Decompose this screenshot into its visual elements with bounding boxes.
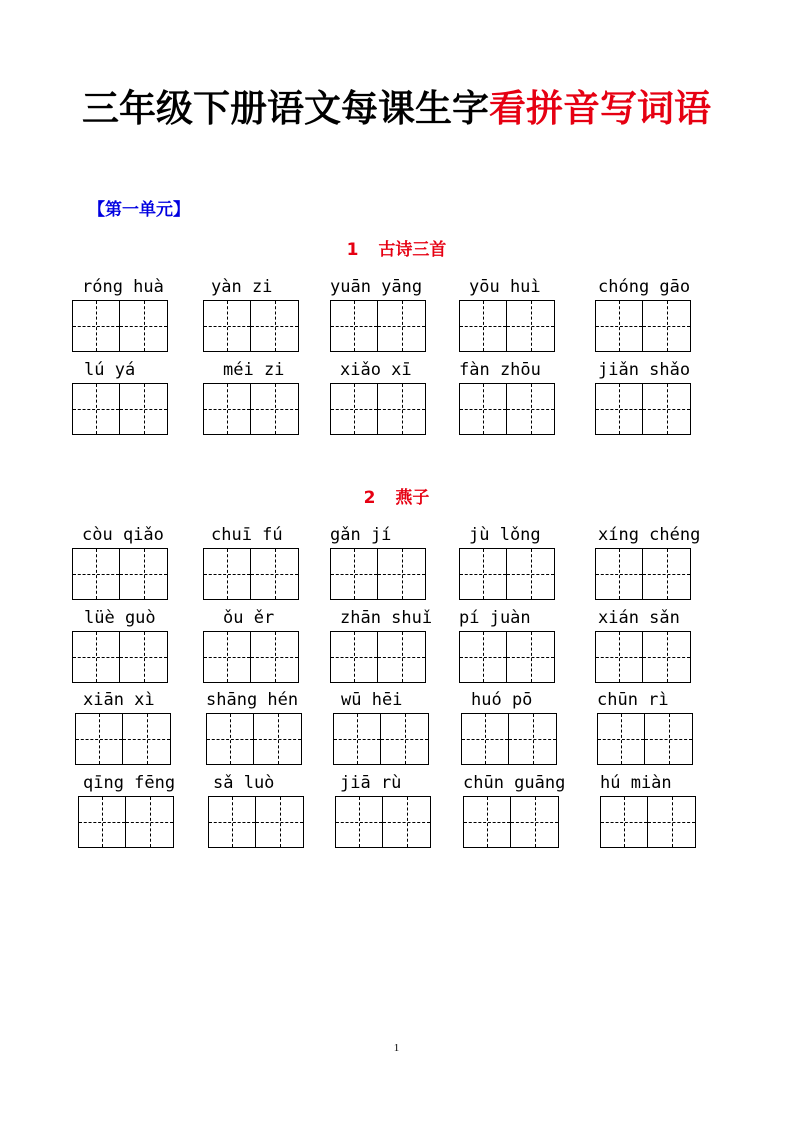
writing-box[interactable] bbox=[461, 713, 557, 765]
pinyin-label: xiǎo xī bbox=[340, 360, 412, 380]
tian-grid-cell[interactable] bbox=[203, 300, 251, 352]
tian-grid-cell[interactable] bbox=[256, 796, 304, 848]
pinyin-label: jù lǒng bbox=[469, 525, 541, 545]
pinyin-label: pí juàn bbox=[459, 608, 531, 628]
pinyin-label: jiā rù bbox=[340, 773, 402, 793]
tian-grid-cell[interactable] bbox=[507, 631, 555, 683]
tian-grid-cell[interactable] bbox=[123, 713, 171, 765]
writing-box[interactable] bbox=[75, 713, 171, 765]
writing-box[interactable] bbox=[459, 300, 555, 352]
tian-grid-cell[interactable] bbox=[507, 383, 555, 435]
writing-box[interactable] bbox=[459, 631, 555, 683]
writing-box[interactable] bbox=[330, 383, 426, 435]
pinyin-label: chūn rì bbox=[597, 690, 669, 710]
pinyin-label: lüè guò bbox=[84, 608, 156, 628]
tian-grid-cell[interactable] bbox=[251, 548, 299, 600]
unit-heading: 【第一单元】 bbox=[88, 200, 190, 220]
tian-grid-cell[interactable] bbox=[120, 383, 168, 435]
tian-grid-cell[interactable] bbox=[72, 631, 120, 683]
pinyin-label: chóng gāo bbox=[598, 277, 691, 297]
tian-grid-cell[interactable] bbox=[597, 713, 645, 765]
tian-grid-cell[interactable] bbox=[595, 383, 643, 435]
tian-grid-cell[interactable] bbox=[120, 300, 168, 352]
pinyin-label: fàn zhōu bbox=[459, 360, 541, 380]
tian-grid-cell[interactable] bbox=[509, 713, 557, 765]
writing-box[interactable] bbox=[595, 631, 691, 683]
tian-grid-cell[interactable] bbox=[72, 383, 120, 435]
tian-grid-cell[interactable] bbox=[459, 631, 507, 683]
tian-grid-cell[interactable] bbox=[507, 300, 555, 352]
tian-grid-cell[interactable] bbox=[120, 631, 168, 683]
tian-grid-cell[interactable] bbox=[643, 548, 691, 600]
lesson-name: 燕子 bbox=[395, 488, 430, 508]
title-highlight: 看拼音写词语 bbox=[489, 86, 711, 130]
tian-grid-cell[interactable] bbox=[330, 300, 378, 352]
tian-grid-cell[interactable] bbox=[378, 631, 426, 683]
pinyin-label: sǎ luò bbox=[213, 773, 275, 793]
pinyin-label: shāng hén bbox=[206, 690, 299, 710]
tian-grid-cell[interactable] bbox=[383, 796, 431, 848]
tian-grid-cell[interactable] bbox=[75, 713, 123, 765]
writing-box[interactable] bbox=[72, 383, 168, 435]
tian-grid-cell[interactable] bbox=[251, 300, 299, 352]
writing-box[interactable] bbox=[203, 548, 299, 600]
tian-grid-cell[interactable] bbox=[330, 383, 378, 435]
tian-grid-cell[interactable] bbox=[72, 300, 120, 352]
tian-grid-cell[interactable] bbox=[126, 796, 174, 848]
tian-grid-cell[interactable] bbox=[203, 548, 251, 600]
tian-grid-cell[interactable] bbox=[648, 796, 696, 848]
tian-grid-cell[interactable] bbox=[378, 548, 426, 600]
pinyin-label: ǒu ěr bbox=[223, 608, 275, 628]
tian-grid-cell[interactable] bbox=[459, 548, 507, 600]
tian-grid-cell[interactable] bbox=[206, 713, 254, 765]
tian-grid-cell[interactable] bbox=[251, 383, 299, 435]
pinyin-label: chuī fú bbox=[211, 525, 283, 545]
writing-box[interactable] bbox=[463, 796, 559, 848]
writing-box[interactable] bbox=[595, 300, 691, 352]
pinyin-label: zhān shuǐ bbox=[340, 608, 433, 628]
writing-box[interactable] bbox=[595, 548, 691, 600]
lesson-heading-2 bbox=[0, 483, 793, 508]
pinyin-label: xián sǎn bbox=[598, 608, 680, 628]
tian-grid-cell[interactable] bbox=[78, 796, 126, 848]
writing-box[interactable] bbox=[333, 713, 429, 765]
writing-box[interactable] bbox=[330, 631, 426, 683]
tian-grid-cell[interactable] bbox=[251, 631, 299, 683]
tian-grid-cell[interactable] bbox=[600, 796, 648, 848]
tian-grid-cell[interactable] bbox=[459, 300, 507, 352]
lesson-number: 2 bbox=[363, 488, 376, 508]
lesson-number: 1 bbox=[346, 240, 359, 260]
pinyin-label: huó pō bbox=[471, 690, 533, 710]
pinyin-label: yuān yāng bbox=[330, 277, 423, 297]
writing-box[interactable] bbox=[203, 631, 299, 683]
tian-grid-cell[interactable] bbox=[595, 300, 643, 352]
tian-grid-cell[interactable] bbox=[203, 383, 251, 435]
tian-grid-cell[interactable] bbox=[511, 796, 559, 848]
tian-grid-cell[interactable] bbox=[463, 796, 511, 848]
tian-grid-cell[interactable] bbox=[330, 548, 378, 600]
page-title bbox=[0, 78, 793, 132]
title-main: 三年级下册语文每课生字 bbox=[82, 86, 489, 130]
pinyin-label: chūn guāng bbox=[463, 773, 566, 793]
tian-grid-cell[interactable] bbox=[378, 300, 426, 352]
tian-grid-cell[interactable] bbox=[330, 631, 378, 683]
pinyin-label: xíng chéng bbox=[598, 525, 701, 545]
writing-box[interactable] bbox=[72, 548, 168, 600]
tian-grid-cell[interactable] bbox=[595, 631, 643, 683]
pinyin-label: hú miàn bbox=[600, 773, 672, 793]
pinyin-label: wū hēi bbox=[341, 690, 403, 710]
writing-box[interactable] bbox=[330, 548, 426, 600]
tian-grid-cell[interactable] bbox=[254, 713, 302, 765]
writing-box[interactable] bbox=[600, 796, 696, 848]
tian-grid-cell[interactable] bbox=[378, 383, 426, 435]
tian-grid-cell[interactable] bbox=[595, 548, 643, 600]
page-number: 1 bbox=[393, 1042, 400, 1054]
tian-grid-cell[interactable] bbox=[203, 631, 251, 683]
pinyin-label: yàn zi bbox=[211, 277, 273, 297]
pinyin-label: lú yá bbox=[84, 360, 136, 380]
tian-grid-cell[interactable] bbox=[208, 796, 256, 848]
pinyin-label: jiǎn shǎo bbox=[598, 360, 691, 380]
writing-box[interactable] bbox=[459, 548, 555, 600]
tian-grid-cell[interactable] bbox=[459, 383, 507, 435]
pinyin-label: còu qiǎo bbox=[82, 525, 164, 545]
tian-grid-cell[interactable] bbox=[507, 548, 555, 600]
writing-box[interactable] bbox=[208, 796, 304, 848]
pinyin-label: méi zi bbox=[223, 360, 285, 380]
tian-grid-cell[interactable] bbox=[461, 713, 509, 765]
tian-grid-cell[interactable] bbox=[643, 300, 691, 352]
writing-box[interactable] bbox=[595, 383, 691, 435]
pinyin-label: yōu huì bbox=[469, 277, 541, 297]
pinyin-label: gǎn jí bbox=[330, 525, 392, 545]
tian-grid-cell[interactable] bbox=[335, 796, 383, 848]
tian-grid-cell[interactable] bbox=[72, 548, 120, 600]
pinyin-label: róng huà bbox=[82, 277, 164, 297]
lesson-heading-1 bbox=[0, 235, 793, 260]
tian-grid-cell[interactable] bbox=[645, 713, 693, 765]
pinyin-label: xiān xì bbox=[83, 690, 155, 710]
writing-box[interactable] bbox=[203, 383, 299, 435]
tian-grid-cell[interactable] bbox=[643, 383, 691, 435]
writing-box[interactable] bbox=[203, 300, 299, 352]
tian-grid-cell[interactable] bbox=[120, 548, 168, 600]
writing-box[interactable] bbox=[597, 713, 693, 765]
writing-box[interactable] bbox=[459, 383, 555, 435]
tian-grid-cell[interactable] bbox=[643, 631, 691, 683]
writing-box[interactable] bbox=[72, 300, 168, 352]
tian-grid-cell[interactable] bbox=[381, 713, 429, 765]
writing-box[interactable] bbox=[206, 713, 302, 765]
pinyin-label: qīng fēng bbox=[83, 773, 176, 793]
writing-box[interactable] bbox=[330, 300, 426, 352]
writing-box[interactable] bbox=[72, 631, 168, 683]
writing-box[interactable] bbox=[78, 796, 174, 848]
lesson-name: 古诗三首 bbox=[378, 240, 447, 260]
tian-grid-cell[interactable] bbox=[333, 713, 381, 765]
writing-box[interactable] bbox=[335, 796, 431, 848]
